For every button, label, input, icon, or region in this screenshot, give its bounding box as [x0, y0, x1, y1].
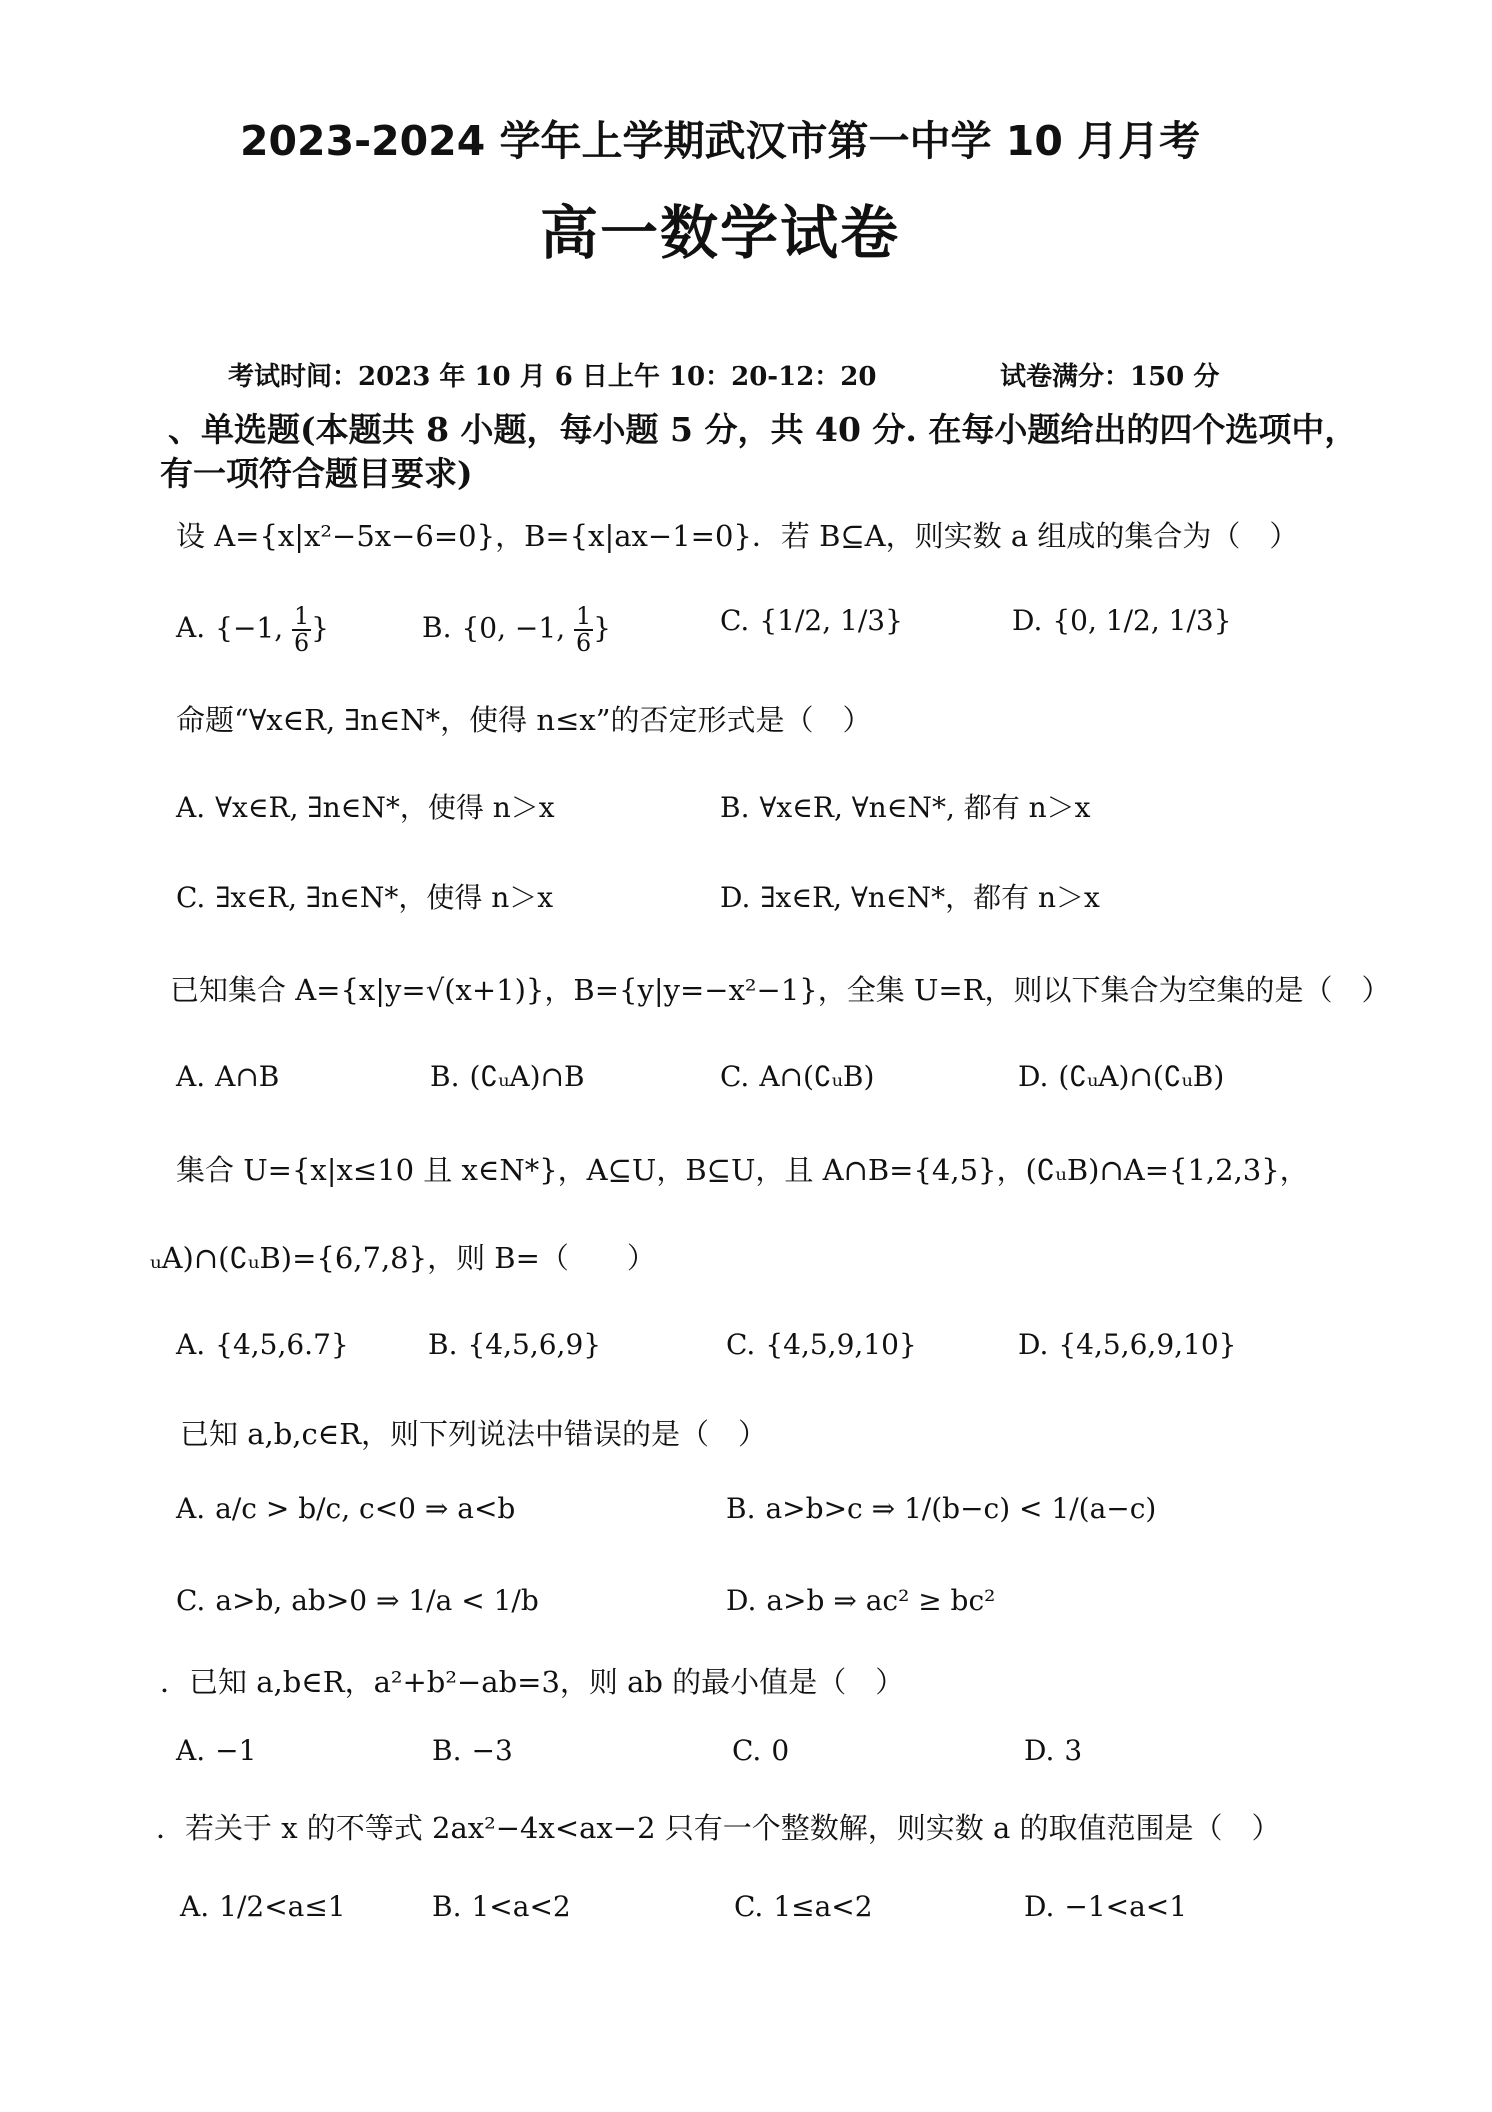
- option-text: a>b ⇒ ac² ≥ bc²: [766, 1584, 996, 1617]
- fraction: $\frac{1}{6}$: [576, 602, 592, 657]
- question-stem: 已知集合 A={x|y=√(x+1)}，B={y|y=−x²−1}，全集 U=R，则以下集合为空集的是（ ）: [170, 973, 1391, 1007]
- option-a: A. 1/2<a≤1: [180, 1890, 346, 1923]
- option-c: C. 1≤a<2: [734, 1890, 873, 1923]
- option-text: ∀x∈R, ∀n∈N*, 都有 n＞x: [759, 791, 1091, 824]
- option-text: 1/2<a≤1: [219, 1890, 346, 1923]
- option-b: B. ∀x∈R, ∀n∈N*, 都有 n＞x: [720, 791, 1091, 824]
- option-text: −1<a<1: [1064, 1890, 1188, 1923]
- option-text: {0, −1,: [461, 611, 574, 645]
- option-text: {4,5,9,10}: [765, 1328, 917, 1361]
- option-b: B. a>b>c ⇒ 1/(b−c) < 1/(a−c): [726, 1492, 1157, 1525]
- option-d: D. −1<a<1: [1024, 1890, 1188, 1923]
- option-d: D. 3: [1024, 1734, 1083, 1767]
- option-text: −1: [215, 1734, 257, 1767]
- option-text: {0, 1/2, 1/3}: [1052, 604, 1232, 637]
- option-text: a/c > b/c, c<0 ⇒ a<b: [215, 1492, 516, 1525]
- option-text: a>b, ab>0 ⇒ 1/a < 1/b: [215, 1584, 539, 1617]
- option-label: D.: [1012, 604, 1043, 637]
- question-stem-line2: ᵤA)∩(∁ᵤB)={6,7,8}，则 B=（ ）: [150, 1241, 656, 1275]
- option-text: −3: [471, 1734, 513, 1767]
- option-d: D. ∃x∈R, ∀n∈N*，都有 n＞x: [720, 881, 1100, 914]
- option-c: C. a>b, ab>0 ⇒ 1/a < 1/b: [176, 1584, 539, 1617]
- option-b: B. 1<a<2: [432, 1890, 571, 1923]
- fraction: $\frac{1}{6}$: [294, 602, 310, 657]
- option-text: 1≤a<2: [773, 1890, 873, 1923]
- option-text: {1/2, 1/3}: [759, 604, 903, 637]
- section-heading-line2: 有一项符合题目要求): [160, 454, 473, 493]
- section-heading-line1: 、单选题(本题共 8 小题，每小题 5 分，共 40 分. 在每小题给出的四个选项中，: [168, 410, 1358, 449]
- question-stem: 设 A={x|x²−5x−6=0}，B={x|ax−1=0}．若 B⊆A，则实数 a 组成的集合为（ ）: [176, 519, 1299, 553]
- option-c: C. A∩(∁ᵤB): [720, 1060, 875, 1093]
- option-text: 0: [771, 1734, 790, 1767]
- option-text: A∩B: [215, 1060, 280, 1093]
- option-c: C. ∃x∈R, ∃n∈N*，使得 n＞x: [176, 881, 554, 914]
- exam-title: 2023-2024 学年上学期武汉市第一中学 10 月月考: [240, 117, 1201, 165]
- option-c: C. 0: [732, 1734, 790, 1767]
- option-text: (∁ᵤA)∩(∁ᵤB): [1058, 1060, 1225, 1093]
- option-text: {4,5,6.7}: [215, 1328, 349, 1361]
- option-label: B.: [422, 611, 452, 645]
- option-a: A. a/c > b/c, c<0 ⇒ a<b: [176, 1492, 516, 1525]
- option-c: C. {4,5,9,10}: [726, 1328, 917, 1361]
- option-a: A. A∩B: [176, 1060, 280, 1093]
- option-d: D. {4,5,6,9,10}: [1018, 1328, 1237, 1361]
- option-c: [720, 604, 903, 637]
- option-text: ∃x∈R, ∀n∈N*，都有 n＞x: [760, 881, 1100, 914]
- option-text: {−1,: [215, 611, 293, 645]
- option-text: a>b>c ⇒ 1/(b−c) < 1/(a−c): [765, 1492, 1157, 1525]
- question-stem: 命题“∀x∈R, ∃n∈N*，使得 n≤x”的否定形式是（ ）: [176, 703, 872, 737]
- option-a: A. −1: [176, 1734, 257, 1767]
- exam-time: 考试时间：2023 年 10 月 6 日上午 10：20-12：20: [228, 362, 877, 392]
- option-d: [1012, 604, 1232, 637]
- option-a: A. {−1, $\frac{1}{6}$ }: [176, 602, 329, 657]
- option-d: D. a>b ⇒ ac² ≥ bc²: [726, 1584, 996, 1617]
- option-b: B. (∁ᵤA)∩B: [430, 1060, 585, 1093]
- option-text: {4,5,6,9}: [467, 1328, 602, 1361]
- option-text: 3: [1064, 1734, 1083, 1767]
- question-stem: 集合 U={x|x≤10 且 x∈N*}，A⊆U，B⊆U，且 A∩B={4,5}，(∁ᵤB)∩A={1,2,3}，: [176, 1153, 1309, 1187]
- option-text: {4,5,6,9,10}: [1058, 1328, 1237, 1361]
- option-text: ∃x∈R, ∃n∈N*，使得 n＞x: [215, 881, 554, 914]
- option-label: A.: [176, 611, 206, 645]
- option-text: ∀x∈R, ∃n∈N*，使得 n＞x: [215, 791, 555, 824]
- question-stem: 已知 a,b,c∈R，则下列说法中错误的是（ ）: [180, 1417, 768, 1451]
- option-a: A. {4,5,6.7}: [176, 1328, 349, 1361]
- exam-subtitle: 高一数学试卷: [540, 199, 901, 267]
- option-label: C.: [720, 604, 750, 637]
- option-a: A. ∀x∈R, ∃n∈N*，使得 n＞x: [176, 791, 555, 824]
- option-text: (∁ᵤA)∩B: [469, 1060, 585, 1093]
- question-stem: ．若关于 x 的不等式 2ax²−4x<ax−2 只有一个整数解，则实数 a 的取值范围是（ ）: [156, 1811, 1281, 1845]
- full-score: 试卷满分：150 分: [1000, 362, 1220, 392]
- question-stem: ．已知 a,b∈R，a²+b²−ab=3，则 ab 的最小值是（ ）: [160, 1665, 905, 1699]
- option-text: 1<a<2: [471, 1890, 571, 1923]
- option-b: B. {4,5,6,9}: [428, 1328, 602, 1361]
- option-d: D. (∁ᵤA)∩(∁ᵤB): [1018, 1060, 1225, 1093]
- option-text: A∩(∁ᵤB): [759, 1060, 875, 1093]
- option-b: B. −3: [432, 1734, 513, 1767]
- option-b: B. {0, −1, $\frac{1}{6}$ }: [422, 602, 611, 657]
